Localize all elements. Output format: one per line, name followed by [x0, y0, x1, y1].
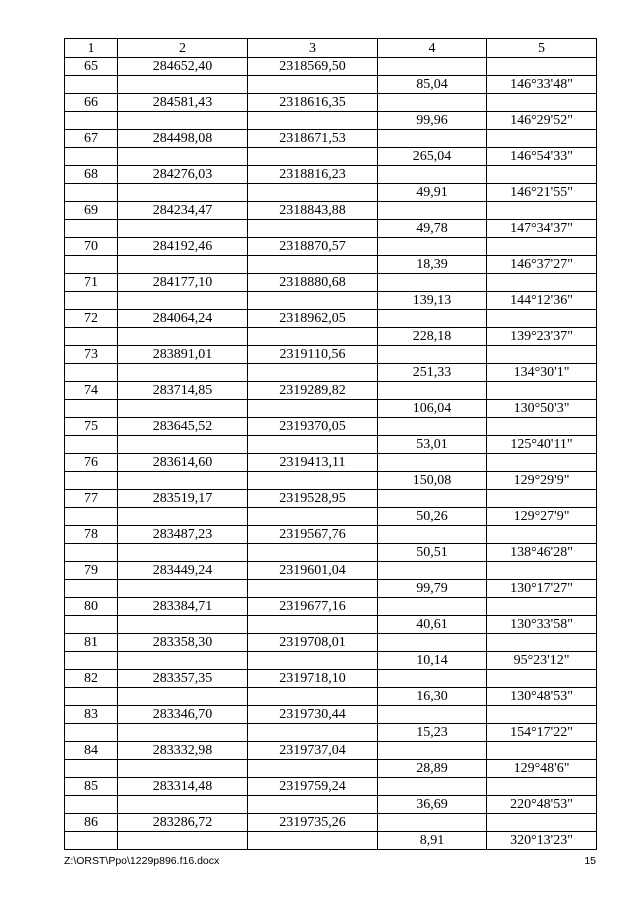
table-cell: [487, 166, 597, 184]
table-cell: [248, 184, 378, 202]
table-cell: [118, 76, 248, 94]
table-cell: [487, 238, 597, 256]
table-cell: 154°17'22": [487, 724, 597, 742]
table-cell: 15,23: [378, 724, 487, 742]
table-cell: [65, 580, 118, 598]
table-cell: [487, 670, 597, 688]
table-cell: [378, 490, 487, 508]
table-row: [65, 490, 597, 508]
header-cell: 5: [487, 39, 597, 58]
table-cell: [65, 184, 118, 202]
table-cell: 106,04: [378, 400, 487, 418]
table-cell: 74: [65, 382, 118, 400]
table-cell: 130°48'53": [487, 688, 597, 706]
table-cell: [487, 814, 597, 832]
table-row: [65, 742, 597, 760]
table-cell: [65, 364, 118, 382]
table-cell: 50,26: [378, 508, 487, 526]
table-cell: [487, 598, 597, 616]
table-cell: [487, 310, 597, 328]
table-row: [65, 400, 597, 418]
table-cell: [118, 688, 248, 706]
table-cell: [118, 292, 248, 310]
table-cell: 283891,01: [118, 346, 248, 364]
table-cell: [118, 184, 248, 202]
table-row: [65, 238, 597, 256]
table-cell: 283332,98: [118, 742, 248, 760]
table-cell: [65, 832, 118, 850]
table-cell: [248, 796, 378, 814]
table-cell: [487, 130, 597, 148]
table-cell: [378, 274, 487, 292]
table-cell: 68: [65, 166, 118, 184]
table-cell: 283645,52: [118, 418, 248, 436]
table-row: [65, 778, 597, 796]
table-cell: [65, 436, 118, 454]
table-cell: [65, 220, 118, 238]
table-cell: 283358,30: [118, 634, 248, 652]
table-row: [65, 436, 597, 454]
table-cell: 146°37'27": [487, 256, 597, 274]
table-cell: 82: [65, 670, 118, 688]
table-cell: 130°50'3": [487, 400, 597, 418]
table-cell: [65, 256, 118, 274]
table-cell: 283714,85: [118, 382, 248, 400]
table-cell: 2319759,24: [248, 778, 378, 796]
table-cell: [487, 58, 597, 76]
table-cell: 2318671,53: [248, 130, 378, 148]
table-cell: [65, 292, 118, 310]
table-row: [65, 256, 597, 274]
table-cell: 134°30'1": [487, 364, 597, 382]
header-cell: 3: [248, 39, 378, 58]
table-cell: 70: [65, 238, 118, 256]
table-row: [65, 346, 597, 364]
table-cell: [378, 418, 487, 436]
table-cell: 95°23'12": [487, 652, 597, 670]
table-cell: [118, 796, 248, 814]
table-cell: 50,51: [378, 544, 487, 562]
table-cell: 129°48'6": [487, 760, 597, 778]
table-cell: [248, 328, 378, 346]
table-cell: 146°29'52": [487, 112, 597, 130]
table-row: [65, 598, 597, 616]
table-row: [65, 76, 597, 94]
table-cell: [118, 400, 248, 418]
table-row: [65, 580, 597, 598]
table-row: [65, 274, 597, 292]
table-cell: [248, 148, 378, 166]
table-cell: [378, 706, 487, 724]
table-cell: 85,04: [378, 76, 487, 94]
table-row: [65, 148, 597, 166]
table-cell: [65, 508, 118, 526]
table-row: [65, 58, 597, 76]
table-row: [65, 94, 597, 112]
table-cell: 284276,03: [118, 166, 248, 184]
table-cell: 144°12'36": [487, 292, 597, 310]
table-row: [65, 382, 597, 400]
table-cell: 49,91: [378, 184, 487, 202]
table-cell: [65, 472, 118, 490]
table-cell: 80: [65, 598, 118, 616]
table-row: [65, 454, 597, 472]
table-cell: 76: [65, 454, 118, 472]
table-cell: 78: [65, 526, 118, 544]
table-cell: [378, 742, 487, 760]
table-cell: 36,69: [378, 796, 487, 814]
table-cell: 129°29'9": [487, 472, 597, 490]
table-cell: [118, 616, 248, 634]
table-cell: [487, 490, 597, 508]
table-cell: 228,18: [378, 328, 487, 346]
table-cell: 2318962,05: [248, 310, 378, 328]
table-cell: [248, 724, 378, 742]
table-row: [65, 130, 597, 148]
table-cell: 251,33: [378, 364, 487, 382]
table-row: [65, 328, 597, 346]
table-row: [65, 184, 597, 202]
table-cell: [65, 148, 118, 166]
table-cell: [248, 688, 378, 706]
table-row: [65, 634, 597, 652]
table-cell: 8,91: [378, 832, 487, 850]
table-cell: [378, 310, 487, 328]
table-row: [65, 310, 597, 328]
table-row: [65, 616, 597, 634]
table-cell: [487, 526, 597, 544]
table-cell: [118, 508, 248, 526]
table-cell: 85: [65, 778, 118, 796]
table-cell: [487, 778, 597, 796]
table-cell: [378, 778, 487, 796]
table-cell: [118, 652, 248, 670]
table-cell: 2318870,57: [248, 238, 378, 256]
table-row: [65, 166, 597, 184]
table-cell: 2318816,23: [248, 166, 378, 184]
table-cell: [378, 562, 487, 580]
table-cell: [487, 274, 597, 292]
table-cell: 284177,10: [118, 274, 248, 292]
table-cell: 130°33'58": [487, 616, 597, 634]
table-cell: [378, 634, 487, 652]
table-cell: 2319708,01: [248, 634, 378, 652]
table-row: [65, 670, 597, 688]
table-cell: 284581,43: [118, 94, 248, 112]
table-cell: [248, 76, 378, 94]
table-cell: 284652,40: [118, 58, 248, 76]
table-cell: [378, 670, 487, 688]
table-cell: [378, 526, 487, 544]
table-cell: [248, 256, 378, 274]
table-cell: 138°46'28": [487, 544, 597, 562]
table-cell: 2319737,04: [248, 742, 378, 760]
table-cell: [378, 130, 487, 148]
table-cell: 2319528,95: [248, 490, 378, 508]
table-cell: 83: [65, 706, 118, 724]
table-cell: 283346,70: [118, 706, 248, 724]
table-cell: 2319601,04: [248, 562, 378, 580]
table-cell: [378, 94, 487, 112]
table-cell: [378, 238, 487, 256]
table-row: [65, 832, 597, 850]
table-cell: [118, 832, 248, 850]
table-cell: 283357,35: [118, 670, 248, 688]
table-cell: 2319730,44: [248, 706, 378, 724]
header-cell: 4: [378, 39, 487, 58]
table-cell: [248, 292, 378, 310]
table-row: [65, 760, 597, 778]
table-row: [65, 418, 597, 436]
table-cell: 84: [65, 742, 118, 760]
table-cell: 320°13'23": [487, 832, 597, 850]
table-cell: 99,96: [378, 112, 487, 130]
table-cell: [378, 202, 487, 220]
table-cell: [248, 220, 378, 238]
table-cell: [118, 220, 248, 238]
table-cell: 99,79: [378, 580, 487, 598]
table-cell: 2318616,35: [248, 94, 378, 112]
table-cell: [248, 364, 378, 382]
table-cell: 75: [65, 418, 118, 436]
table-row: [65, 292, 597, 310]
table-row: [65, 706, 597, 724]
table-row: [65, 562, 597, 580]
table-cell: [487, 418, 597, 436]
table-cell: [118, 580, 248, 598]
table-cell: [487, 346, 597, 364]
table-cell: [487, 202, 597, 220]
table-cell: [248, 472, 378, 490]
table-cell: [65, 724, 118, 742]
table-cell: [248, 436, 378, 454]
table-cell: 150,08: [378, 472, 487, 490]
table-cell: 125°40'11": [487, 436, 597, 454]
table-cell: [118, 328, 248, 346]
table-cell: 146°54'33": [487, 148, 597, 166]
table-cell: 69: [65, 202, 118, 220]
table-cell: 79: [65, 562, 118, 580]
table-cell: [65, 760, 118, 778]
table-cell: [487, 94, 597, 112]
table-row: [65, 220, 597, 238]
table-cell: [248, 832, 378, 850]
table-cell: 10,14: [378, 652, 487, 670]
table-row: [65, 526, 597, 544]
table-cell: 283487,23: [118, 526, 248, 544]
table-cell: 77: [65, 490, 118, 508]
table-cell: [118, 148, 248, 166]
table-row: [65, 814, 597, 832]
table-row: [65, 544, 597, 562]
table-cell: [118, 112, 248, 130]
table-cell: [378, 166, 487, 184]
table-row: [65, 112, 597, 130]
table-cell: [487, 634, 597, 652]
table-cell: [248, 580, 378, 598]
table-cell: [65, 616, 118, 634]
table-cell: 2318880,68: [248, 274, 378, 292]
table-cell: 283519,17: [118, 490, 248, 508]
table-cell: [65, 796, 118, 814]
table-cell: [487, 742, 597, 760]
table-cell: 2319413,11: [248, 454, 378, 472]
table-cell: 73: [65, 346, 118, 364]
table-cell: 28,89: [378, 760, 487, 778]
table-cell: 283286,72: [118, 814, 248, 832]
table-cell: [65, 328, 118, 346]
table-cell: [65, 652, 118, 670]
table-cell: 2319567,76: [248, 526, 378, 544]
table-body: [65, 39, 597, 850]
table-cell: [65, 400, 118, 418]
table-cell: [378, 346, 487, 364]
table-cell: [378, 382, 487, 400]
table-cell: 129°27'9": [487, 508, 597, 526]
table-row: [65, 688, 597, 706]
table-cell: 147°34'37": [487, 220, 597, 238]
table-cell: 86: [65, 814, 118, 832]
table-row: [65, 202, 597, 220]
table-cell: 146°21'55": [487, 184, 597, 202]
table-cell: 283449,24: [118, 562, 248, 580]
table-cell: [378, 454, 487, 472]
coordinates-table: [64, 38, 597, 850]
footer-page-number: 15: [584, 855, 596, 867]
table-cell: 2319677,16: [248, 598, 378, 616]
table-cell: 65: [65, 58, 118, 76]
table-row: [65, 652, 597, 670]
table-cell: [65, 76, 118, 94]
table-cell: [118, 724, 248, 742]
table-cell: [248, 616, 378, 634]
table-cell: 72: [65, 310, 118, 328]
table-cell: [118, 256, 248, 274]
table-cell: 284498,08: [118, 130, 248, 148]
table-cell: [378, 58, 487, 76]
table-cell: 2319718,10: [248, 670, 378, 688]
table-cell: [118, 472, 248, 490]
table-cell: 283314,48: [118, 778, 248, 796]
table-cell: [248, 760, 378, 778]
table-row: [65, 796, 597, 814]
table-cell: 18,39: [378, 256, 487, 274]
table-cell: 2318569,50: [248, 58, 378, 76]
table-cell: 40,61: [378, 616, 487, 634]
table-cell: 67: [65, 130, 118, 148]
table-cell: [248, 400, 378, 418]
table-cell: 16,30: [378, 688, 487, 706]
table-cell: [118, 436, 248, 454]
table-cell: 81: [65, 634, 118, 652]
table-row: [65, 508, 597, 526]
table-cell: 283384,71: [118, 598, 248, 616]
table-cell: 139°23'37": [487, 328, 597, 346]
table-cell: [65, 112, 118, 130]
table-cell: [487, 562, 597, 580]
table-cell: 2319289,82: [248, 382, 378, 400]
table-cell: [487, 706, 597, 724]
table-cell: [248, 652, 378, 670]
table-cell: 284192,46: [118, 238, 248, 256]
table-cell: 283614,60: [118, 454, 248, 472]
table-cell: 284064,24: [118, 310, 248, 328]
table-row: [65, 472, 597, 490]
table-cell: [65, 544, 118, 562]
table-cell: [118, 364, 248, 382]
table-cell: [65, 688, 118, 706]
table-cell: 2319370,05: [248, 418, 378, 436]
table-cell: 53,01: [378, 436, 487, 454]
table-cell: [118, 760, 248, 778]
table-cell: 49,78: [378, 220, 487, 238]
table-cell: [248, 508, 378, 526]
table-cell: 284234,47: [118, 202, 248, 220]
table-row: [65, 364, 597, 382]
table-cell: 2318843,88: [248, 202, 378, 220]
table-cell: 130°17'27": [487, 580, 597, 598]
table-cell: [118, 544, 248, 562]
table-cell: [248, 112, 378, 130]
table-cell: 71: [65, 274, 118, 292]
table-cell: [378, 814, 487, 832]
table-cell: 2319735,26: [248, 814, 378, 832]
header-cell: 1: [65, 39, 118, 58]
table-row: [65, 724, 597, 742]
table-cell: 139,13: [378, 292, 487, 310]
header-cell: 2: [118, 39, 248, 58]
table-cell: 2319110,56: [248, 346, 378, 364]
table-header-row: [65, 39, 597, 58]
table-cell: 220°48'53": [487, 796, 597, 814]
table-cell: [487, 382, 597, 400]
footer-file-path: Z:\ORST\Ppo\1229p896.f16.docx: [64, 855, 220, 867]
table-cell: 265,04: [378, 148, 487, 166]
table-cell: 66: [65, 94, 118, 112]
table-cell: [487, 454, 597, 472]
table-cell: 146°33'48": [487, 76, 597, 94]
table-cell: [248, 544, 378, 562]
table-cell: [378, 598, 487, 616]
